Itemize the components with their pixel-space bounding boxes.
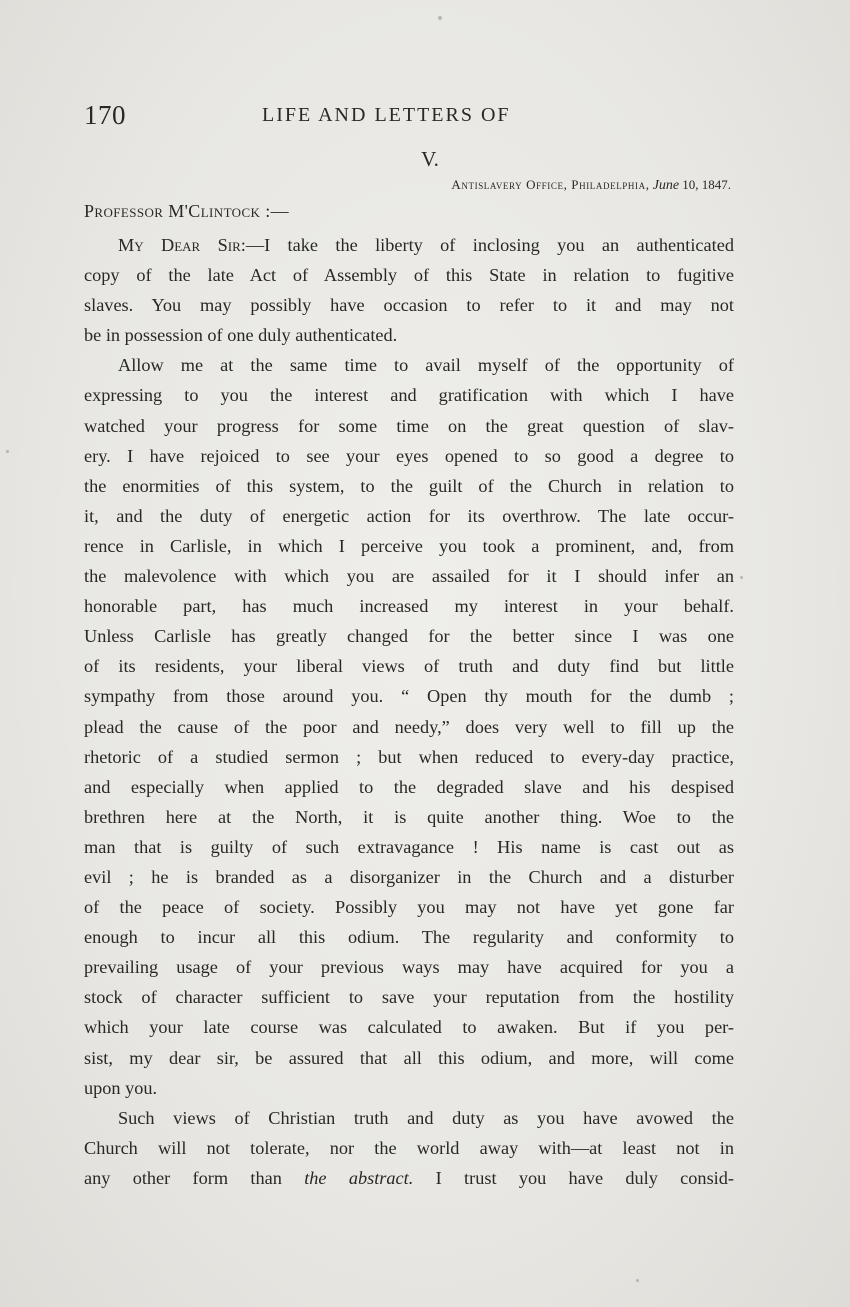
paper-speck xyxy=(438,16,442,20)
body-line: the malevolence with which you are assailed for it I should infer an xyxy=(84,566,734,587)
body-line: of its residents, your liberal views of truth and duty find but little xyxy=(84,656,734,677)
greeting: My Dear Sir xyxy=(118,235,241,255)
running-head xyxy=(84,100,734,136)
dateline-month: June xyxy=(652,178,680,193)
body-line: brethren here at the North, it is quite another thing. Woe to the xyxy=(84,806,734,827)
body-line: man that is guilty of such extravagance ! His name is cast out as xyxy=(84,836,734,857)
body-line: ery. I have rejoiced to see your eyes opened to so good a degree to xyxy=(84,445,734,466)
page-number: 170 xyxy=(84,100,126,130)
body-line: Allow me at the same time to avail myself of the opportunity of xyxy=(118,355,734,376)
body-line: it, and the duty of energetic action for its overthrow. The late occur- xyxy=(84,505,734,526)
body-line: and especially when applied to the degraded slave and his despised xyxy=(84,776,734,797)
body-line: expressing to you the interest and gratification with which I have xyxy=(84,385,734,406)
running-title: LIFE AND LETTERS OF xyxy=(262,104,511,126)
body-line: which your late course was calculated to awaken. But if you per- xyxy=(84,1017,734,1038)
body-line: Unless Carlisle has greatly changed for the better since I was one xyxy=(84,626,734,647)
letter-body xyxy=(84,230,734,1193)
body-line: the enormities of this system, to the guilt of the Church in relation to xyxy=(84,475,734,496)
body-line: slaves. You may possibly have occasion to refer to it and may not xyxy=(84,295,734,316)
body-line: honorable part, has much increased my interest in your behalf. xyxy=(84,596,734,617)
body-line: Such views of Christian truth and duty as you have avowed the xyxy=(118,1107,734,1128)
paper-speck xyxy=(740,576,743,579)
body-line: prevailing usage of your previous ways may have acquired for you a xyxy=(84,957,734,978)
body-line: stock of character sufficient to save your reputation from the hostility xyxy=(84,987,734,1008)
body-line: Church will not tolerate, nor the world away with—at least not in xyxy=(84,1137,734,1158)
body-line: evil ; he is branded as a disorganizer in the Church and a disturber xyxy=(84,866,734,887)
letter-salutation: Professor M'Clintock :— xyxy=(84,201,290,221)
body-line: enough to incur all this odium. The regularity and conformity to xyxy=(84,927,734,948)
paper-speck xyxy=(6,450,9,453)
body-line: copy of the late Act of Assembly of this State in relation to fugitive xyxy=(84,265,734,286)
body-line: be in possession of one duly authenticated. xyxy=(84,325,398,346)
body-line: any other form than the abstract. I trust you have duly consid- xyxy=(84,1167,734,1188)
body-line: watched your progress for some time on the great question of slav- xyxy=(84,415,734,436)
body-line: My Dear Sir:—I take the liberty of inclosing you an authenticated xyxy=(118,235,734,255)
letter-dateline xyxy=(451,177,731,194)
body-line: sympathy from those around you. “ Open thy mouth for the dumb ; xyxy=(84,686,734,707)
body-line: rhetoric of a studied sermon ; but when reduced to every-day practice, xyxy=(84,746,734,767)
italic-phrase: the abstract. xyxy=(304,1167,414,1188)
body-line: upon you. xyxy=(84,1077,158,1098)
paper-speck xyxy=(636,1279,639,1282)
body-line: sist, my dear sir, be assured that all this odium, and more, will come xyxy=(84,1047,734,1068)
dateline-date: 10, 1847. xyxy=(682,177,731,192)
body-line: rence in Carlisle, in which I perceive you took a prominent, and, from xyxy=(84,535,734,556)
body-line: plead the cause of the poor and needy,” does very well to fill up the xyxy=(84,716,734,737)
body-line: of the peace of society. Possibly you may not have yet gone far xyxy=(84,897,734,918)
section-numeral: V. xyxy=(421,147,439,171)
dateline-place: Antislavery Office, Philadelphia, xyxy=(451,177,650,192)
